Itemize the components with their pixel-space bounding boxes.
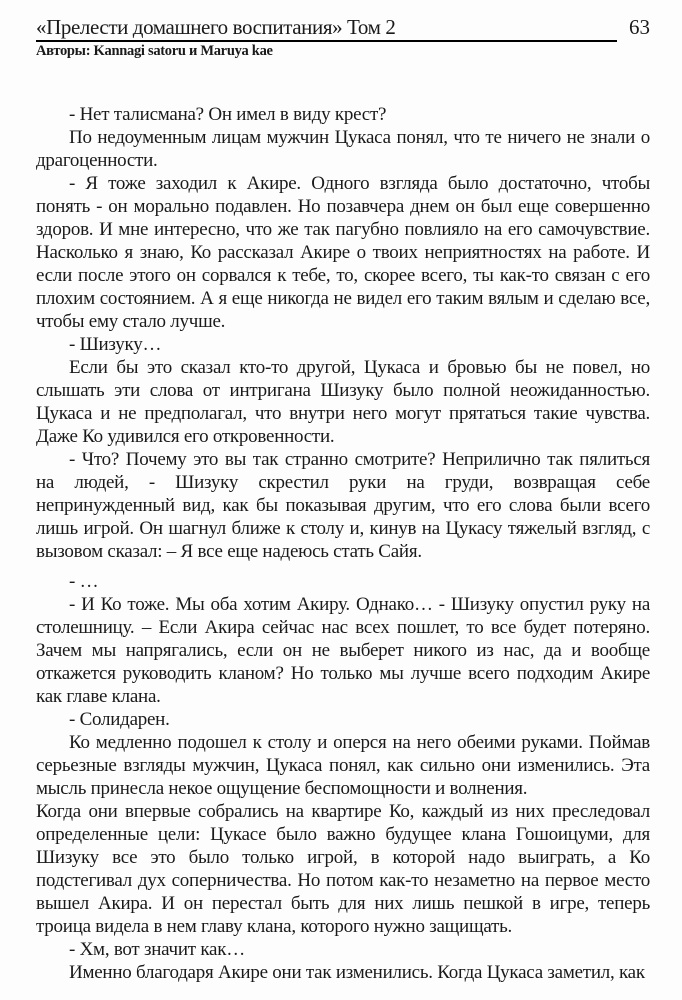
paragraph-dialogue: - Солидарен. (69, 709, 170, 730)
book-title: «Прелести домашнего воспитания» Том 2 (36, 15, 396, 39)
paragraph: Именно благодаря Акире они так изменились. Когда Цукаса заметил, как (69, 962, 645, 983)
authors-line: Авторы: Kannagi satoru и Maruya kae (36, 43, 273, 59)
paragraph-dialogue: - Я тоже заходил к Акире. Одного взгляда было достаточно, чтобы понять - он морально подавлен. Но позавчера днем он был еще совершенно здоров. И мне интересно, что же так пагубно повлияло на его самочувствие. Насколько я знаю, Ко рассказал Акире о твоих неприятностях на работе. И если после этого он сорвался к тебе, то, скорее всего, ты как-то связан с его плохим состоянием. А я еще никогда не видел его таким вялым и сделаю все, чтобы ему стало лучше. (36, 173, 650, 332)
paragraph-dialogue: - Хм, вот значит как… (69, 939, 245, 960)
paragraph-dialogue: - … (69, 571, 99, 592)
paragraph: Ко медленно подошел к столу и оперся на него обеими руками. Поймав серьезные взгляды мужчин, Цукаса понял, как сильно они изменились. Эта мысль принесла некое ощущение беспомощности и волнения. (36, 732, 650, 799)
paragraph: По недоуменным лицам мужчин Цукаса понял, что те ничего не знали о драгоценности. (36, 127, 650, 171)
paragraph: Если бы это сказал кто-то другой, Цукаса и бровью бы не повел, но слышать эти слова от интригана Шизуку было полной неожиданностью. Цукаса и не предполагал, что внутри него могут прятаться такие чувства. Даже Ко удивился его откровенности. (36, 357, 650, 447)
paragraph-dialogue: - Что? Почему это вы так странно смотрите? Неприлично так пялиться на людей, - Шизуку скрестил руки на груди, возвращая себе непринужденный вид, как бы показывая другим, что его слова были всего лишь игрой. Он шагнул ближе к столу и, кинув на Цукасу тяжелый взгляд, с вызовом сказал: – Я все еще надеюсь стать Сайя. (36, 449, 650, 562)
paragraph-dialogue: - И Ко тоже. Мы оба хотим Акиру. Однако… - Шизуку опустил руку на столешницу. – Если Акира сейчас нас всех пошлет, то все будет потеряно. Зачем мы напрягались, если он не выберет никого из нас, да и вообще откажется руководить кланом? Но только мы лучше всего подходим Акире как главе клана. (36, 594, 650, 707)
page-number: 63 (629, 15, 650, 39)
title-underline (36, 15, 617, 42)
page-body (36, 103, 650, 984)
paragraph-dialogue: - Нет талисмана? Он имел в виду крест? (69, 104, 387, 125)
paragraph-dialogue: - Шизуку… (69, 334, 162, 355)
paragraph: Когда они впервые собрались на квартире Ко, каждый из них преследовал определенные цели: Цукасе было важно будущее клана Гошоицуми, для Шизуку все это было только игрой, в которой надо выиграть, а Ко подстегивал дух соперничества. Но потом как-то незаметно на первое место вышел Акира. И он перестал быть для них лишь пешкой в игре, теперь троица видела в нем главу клана, которого нужно защищать. (36, 801, 650, 937)
header-row (36, 15, 650, 42)
page-header (36, 15, 650, 59)
